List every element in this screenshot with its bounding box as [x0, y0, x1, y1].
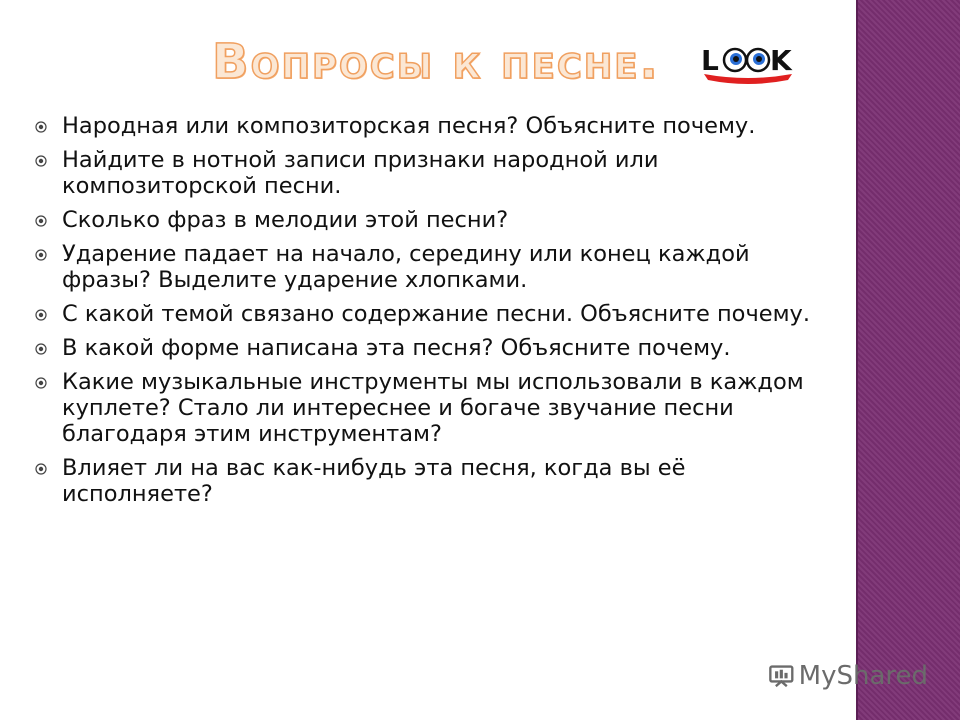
slide-title: Вопросы к песне.: [212, 34, 660, 90]
question-item: [32, 147, 832, 199]
look-logo: [698, 40, 798, 88]
question-item: [32, 455, 832, 507]
svg-text:L: L: [701, 44, 719, 77]
svg-text:K: K: [770, 44, 792, 77]
question-item: [32, 113, 832, 139]
circle-bullet-icon: [35, 377, 47, 389]
question-item: [32, 369, 832, 447]
circle-bullet-icon: [35, 309, 47, 321]
question-text: Влияет ли на вас как-нибудь эта песня, когда вы её исполняете?: [62, 455, 686, 507]
circle-bullet-icon: [35, 121, 47, 133]
watermark-text: MyShared: [798, 661, 928, 691]
look-eyes-icon: [698, 40, 798, 88]
question-text: Ударение падает на начало, середину или конец каждой фразы? Выделите ударение хлопками.: [62, 241, 750, 293]
myshared-watermark: [768, 656, 928, 696]
question-text: Найдите в нотной записи признаки народной или композиторской песни.: [62, 147, 659, 199]
circle-bullet-icon: [35, 249, 47, 261]
question-text: В какой форме написана эта песня? Объясните почему.: [62, 335, 731, 361]
question-text: Народная или композиторская песня? Объясните почему.: [62, 113, 756, 139]
circle-bullet-icon: [35, 463, 47, 475]
circle-bullet-icon: [35, 215, 47, 227]
presentation-board-icon: [768, 659, 795, 693]
question-text: Сколько фраз в мелодии этой песни?: [62, 207, 509, 233]
circle-bullet-icon: [35, 343, 47, 355]
question-item: [32, 241, 832, 293]
question-item: [32, 335, 832, 361]
side-decor-panel: [856, 0, 960, 720]
circle-bullet-icon: [35, 155, 47, 167]
question-text: Какие музыкальные инструменты мы использовали в каждом куплете? Стало ли интереснее и богаче звучание песни благодаря этим инструментам?: [62, 369, 804, 447]
question-item: [32, 301, 832, 327]
question-list: [32, 113, 832, 515]
question-text: С какой темой связано содержание песни. Объясните почему.: [62, 301, 811, 327]
question-item: [32, 207, 832, 233]
